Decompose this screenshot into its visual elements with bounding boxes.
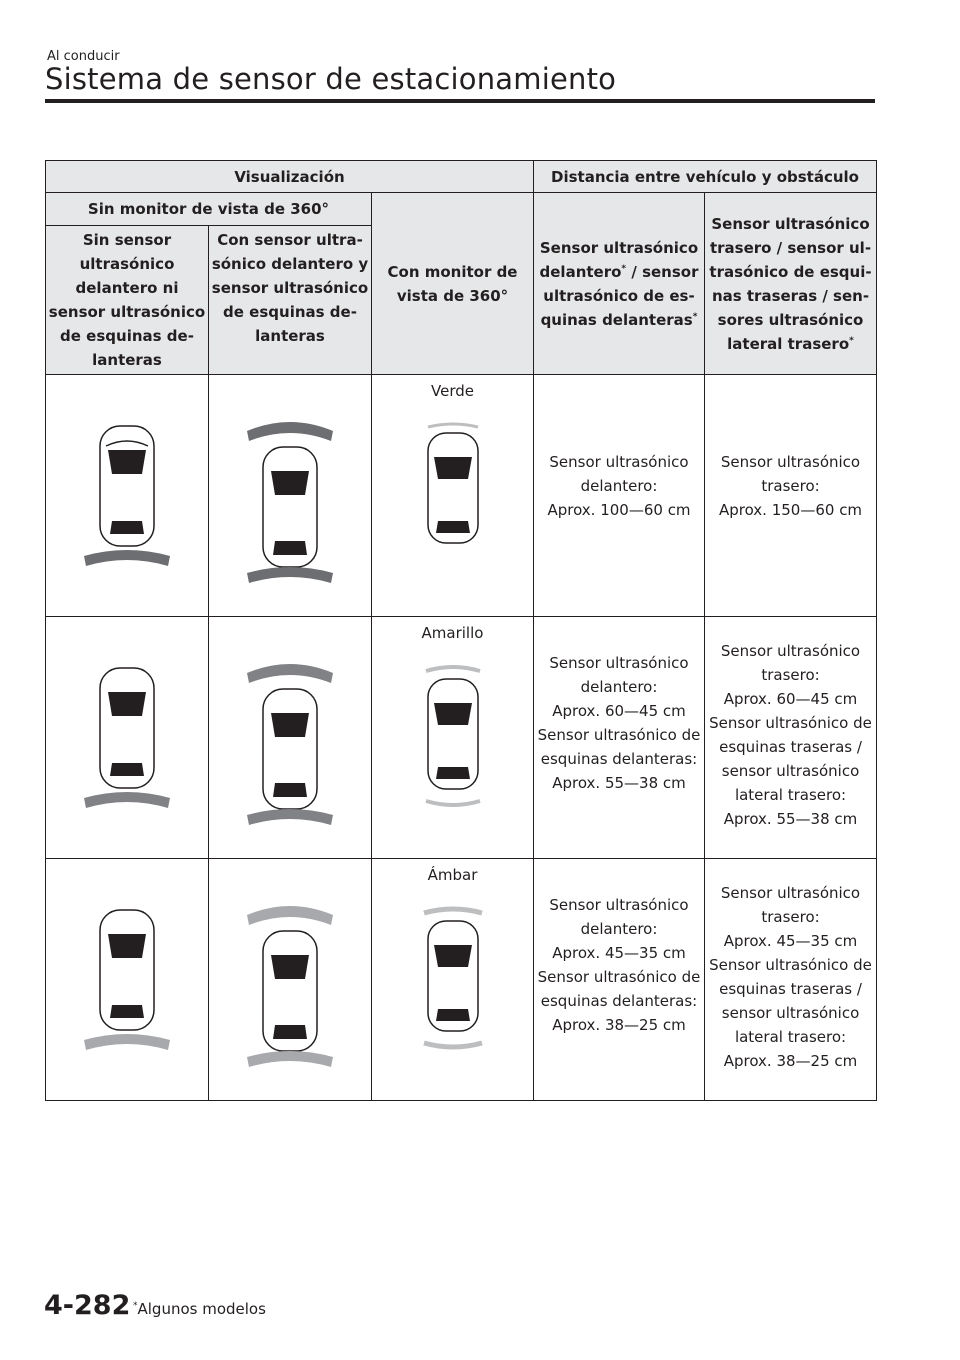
- header-front-sensor: [534, 193, 705, 375]
- car-rear-only-icon: [46, 617, 208, 858]
- car-rear-only-cell: [46, 375, 209, 617]
- table-row: [46, 859, 877, 1101]
- monitor-cell: [372, 617, 534, 859]
- header-rear-sensor: [705, 193, 877, 375]
- front-distance-cell: [534, 617, 705, 859]
- rear-distance-text: Sensor ultrasónico trasero: Aprox. 60—45 cm Sensor ultrasónico de esquinas traseras / sensor ultrasónico lateral trasero: Aprox. 55—38 cm: [709, 642, 872, 828]
- table-row: [46, 375, 877, 617]
- front-distance-text: Sensor ultrasónico delantero: Aprox. 45—35 cm Sensor ultrasónico de esquinas delanteras: Aprox. 38—25 cm: [537, 896, 701, 1034]
- car-rear-only-icon: [46, 859, 208, 1100]
- color-label-amber: Ámbar: [427, 866, 478, 884]
- color-label-green: Verde: [431, 382, 474, 400]
- header-visualizacion: Visualización: [46, 161, 534, 193]
- front-distance-cell: [534, 859, 705, 1101]
- table-row: [46, 617, 877, 859]
- title-rule: [45, 99, 875, 103]
- rear-distance-cell: [705, 617, 877, 859]
- page-number: 4-282: [44, 1290, 131, 1321]
- car-rear-only-icon: [46, 375, 208, 616]
- asterisk: *: [849, 335, 854, 346]
- car-monitor-icon-yellow: [372, 645, 533, 813]
- front-distance-cell: [534, 375, 705, 617]
- footnote: [133, 1300, 266, 1318]
- rear-distance-text: Sensor ultrasónico trasero: Aprox. 45—35 cm Sensor ultrasónico de esquinas traseras / sensor ultrasónico lateral trasero: Aprox. 38—25 cm: [709, 884, 872, 1070]
- asterisk: *: [692, 311, 698, 322]
- car-front-rear-cell: [209, 375, 372, 617]
- front-distance-text: Sensor ultrasónico delantero: Aprox. 100—60 cm: [547, 453, 691, 519]
- page-title: Sistema de sensor de estacionamiento: [45, 62, 617, 96]
- rear-label: Sensor ultrasónico trasero / sensor ultrasónico de esquinas traseras / sensores ultrasónico lateral trasero: [709, 214, 872, 353]
- front-label-a: Sensor ultrasónico delantero: [539, 238, 699, 281]
- car-rear-only-cell: [46, 617, 209, 859]
- asterisk: *: [621, 263, 627, 274]
- car-front-rear-icon: [209, 859, 371, 1100]
- car-front-rear-icon: [209, 375, 371, 616]
- monitor-cell: [372, 859, 534, 1101]
- header-con-monitor: Con monitor de vista de 360°: [372, 193, 534, 375]
- header-distancia: Distancia entre vehículo y obstáculo: [534, 161, 877, 193]
- header-con-sensor: Con sensor ultrasónico delantero y sensor ultrasónico de esquinas delanteras: [209, 226, 372, 375]
- header-sin-sensor: Sin sensor ultrasónico delantero ni sensor ultrasónico de esquinas delanteras: [46, 226, 209, 375]
- rear-distance-cell: [705, 859, 877, 1101]
- rear-distance-cell: [705, 375, 877, 617]
- car-monitor-icon-green: [372, 403, 533, 551]
- section-label: Al conducir: [47, 49, 120, 64]
- front-label-b: / sensor ultrasónico de esquinas delanteras: [540, 262, 699, 329]
- front-distance-text: Sensor ultrasónico delantero: Aprox. 60—45 cm Sensor ultrasónico de esquinas delanteras: Aprox. 55—38 cm: [537, 654, 701, 792]
- car-rear-only-cell: [46, 859, 209, 1101]
- color-label-yellow: Amarillo: [421, 624, 484, 642]
- car-front-rear-cell: [209, 859, 372, 1101]
- asterisk: *: [133, 1301, 138, 1311]
- car-front-rear-icon: [209, 617, 371, 858]
- parking-sensor-table: [45, 160, 877, 1101]
- footnote-text: Algunos modelos: [137, 1300, 266, 1318]
- monitor-cell: [372, 375, 534, 617]
- car-monitor-icon-amber: [372, 887, 533, 1055]
- rear-distance-text: Sensor ultrasónico trasero: Aprox. 150—60 cm: [718, 453, 863, 519]
- car-front-rear-cell: [209, 617, 372, 859]
- header-sin-monitor: Sin monitor de vista de 360°: [46, 193, 372, 226]
